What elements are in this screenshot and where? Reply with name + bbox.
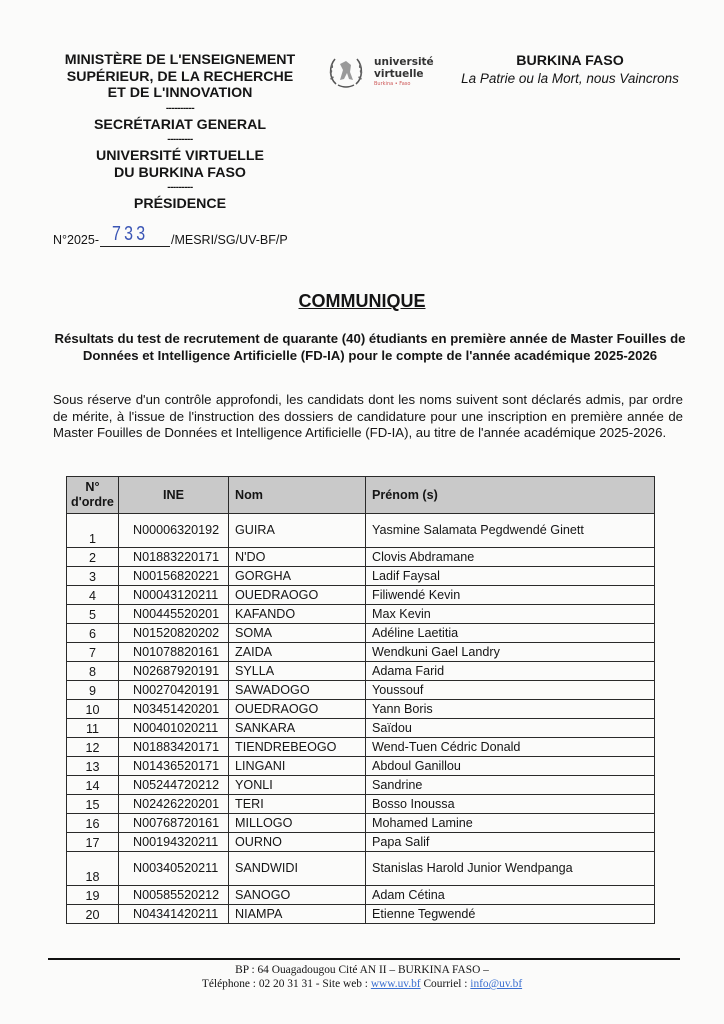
table-row — [67, 643, 655, 662]
prenom-cell: Adam Cétina — [366, 886, 655, 905]
ine-cell: N00401020211 — [119, 719, 229, 738]
reference-blank — [100, 223, 170, 247]
email-link[interactable]: info@uv.bf — [470, 978, 523, 990]
ine-cell: N05244720212 — [119, 776, 229, 795]
prenom-cell: Adéline Laetitia — [366, 624, 655, 643]
prenom-cell: Wendkuni Gael Landry — [366, 643, 655, 662]
table-body — [67, 514, 655, 924]
table-row — [67, 852, 655, 886]
order-number-cell: 3 — [67, 567, 119, 586]
table-row — [67, 548, 655, 567]
table-row — [67, 905, 655, 924]
prenom-cell: Mohamed Lamine — [366, 814, 655, 833]
laurel-horse-emblem-icon — [326, 52, 366, 92]
university-line: DU BURKINA FASO — [114, 164, 246, 181]
ine-cell: N00585520212 — [119, 886, 229, 905]
order-number-cell: 5 — [67, 605, 119, 624]
ine-cell: N01078820161 — [119, 643, 229, 662]
footer-email-label: Courriel : — [420, 978, 471, 990]
header-prenom: Prénom (s) — [366, 477, 655, 514]
nom-cell: GUIRA — [229, 514, 366, 548]
table-row — [67, 514, 655, 548]
nom-cell: TERI — [229, 795, 366, 814]
nom-cell: ZAIDA — [229, 643, 366, 662]
order-number-cell: 19 — [67, 886, 119, 905]
order-number-cell: 17 — [67, 833, 119, 852]
nom-cell: N'DO — [229, 548, 366, 567]
handwritten-number: 733 — [112, 223, 149, 245]
table-row — [67, 586, 655, 605]
order-number-cell: 1 — [67, 514, 119, 548]
order-number-cell: 14 — [67, 776, 119, 795]
ine-cell: N00006320192 — [119, 514, 229, 548]
prenom-cell: Sandrine — [366, 776, 655, 795]
ine-cell: N01883420171 — [119, 738, 229, 757]
order-number-cell: 8 — [67, 662, 119, 681]
prenom-cell: Abdoul Ganillou — [366, 757, 655, 776]
nom-cell: NIAMPA — [229, 905, 366, 924]
ministry-line: MINISTÈRE DE L'ENSEIGNEMENT — [64, 52, 296, 68]
nom-cell: SYLLA — [229, 662, 366, 681]
table-row — [67, 886, 655, 905]
header-order-line: d'ordre — [71, 495, 114, 509]
results-table — [66, 476, 655, 924]
order-number-cell: 2 — [67, 548, 119, 567]
secretariat: SECRÉTARIAT GENERAL — [93, 116, 267, 133]
order-number-cell: 10 — [67, 700, 119, 719]
prenom-cell: Filiwendé Kevin — [366, 586, 655, 605]
page-title: COMMUNIQUE — [298, 291, 426, 311]
ine-cell: N00043120211 — [119, 586, 229, 605]
separator: --------- — [167, 182, 193, 193]
ine-cell: N01883220171 — [119, 548, 229, 567]
ine-cell: N01436520171 — [119, 757, 229, 776]
table-row — [67, 567, 655, 586]
order-number-cell: 20 — [67, 905, 119, 924]
header-nom: Nom — [229, 477, 366, 514]
prenom-cell: Clovis Abdramane — [366, 548, 655, 567]
order-number-cell: 4 — [67, 586, 119, 605]
nom-cell: OURNO — [229, 833, 366, 852]
prenom-cell: Youssouf — [366, 681, 655, 700]
ministry-line: ET DE L'INNOVATION — [107, 85, 253, 101]
ministry-line: SUPÉRIEUR, DE LA RECHERCHE — [66, 68, 294, 85]
ine-cell: N02687920191 — [119, 662, 229, 681]
order-number-cell: 11 — [67, 719, 119, 738]
order-number-cell: 13 — [67, 757, 119, 776]
prenom-cell: Stanislas Harold Junior Wendpanga — [366, 852, 655, 886]
order-number-cell: 18 — [67, 852, 119, 886]
prenom-cell: Adama Farid — [366, 662, 655, 681]
order-number-cell: 6 — [67, 624, 119, 643]
ine-cell: N00270420191 — [119, 681, 229, 700]
table-row — [67, 719, 655, 738]
nom-cell: OUEDRAOGO — [229, 586, 366, 605]
intro-paragraph: Sous réserve d'un contrôle approfondi, les candidats dont les noms suivent sont déclarés admis, par ordre de mérite, à l'issue de l'instruction des dossiers de candidature pour une inscription en première année de Master Fouilles de Données et Intelligence Artificielle (FD-IA), au titre de l'année académique 2025-2026. — [53, 392, 683, 440]
logo-line: université — [374, 56, 434, 68]
prenom-cell: Wend-Tuen Cédric Donald — [366, 738, 655, 757]
subject-heading: Résultats du test de recrutement de quarante (40) étudiants en première année de Master Fouilles de Données et Intelligence Artificielle (FD-IA) pour le compte de l'année académique 2025-2026 — [54, 331, 686, 363]
nom-cell: SANKARA — [229, 719, 366, 738]
reference-prefix: N°2025- — [53, 233, 99, 247]
table-row — [67, 833, 655, 852]
ine-cell: N00445520201 — [119, 605, 229, 624]
logo-subline: Burkina • Faso — [374, 81, 411, 87]
table-row — [67, 681, 655, 700]
order-number-cell: 15 — [67, 795, 119, 814]
table-row — [67, 795, 655, 814]
nom-cell: SANOGO — [229, 886, 366, 905]
nom-cell: OUEDRAOGO — [229, 700, 366, 719]
ine-cell: N04341420211 — [119, 905, 229, 924]
website-link[interactable]: www.uv.bf — [370, 978, 421, 990]
ine-cell: N02426220201 — [119, 795, 229, 814]
table-header-row — [67, 477, 655, 514]
footer-address: BP : 64 Ouagadougou Cité AN II – BURKINA FASO – — [235, 964, 489, 976]
ine-cell: N03451420201 — [119, 700, 229, 719]
order-number-cell: 9 — [67, 681, 119, 700]
prenom-cell: Yasmine Salamata Pegdwendé Ginett — [366, 514, 655, 548]
university-name — [40, 148, 320, 181]
logo-text — [374, 56, 434, 88]
order-number-cell: 12 — [67, 738, 119, 757]
ine-cell: N01520820202 — [119, 624, 229, 643]
prenom-cell: Max Kevin — [366, 605, 655, 624]
order-number-cell: 7 — [67, 643, 119, 662]
prenom-cell: Bosso Inoussa — [366, 795, 655, 814]
footer — [0, 963, 724, 991]
university-line: UNIVERSITÉ VIRTUELLE — [96, 148, 264, 164]
table-row — [67, 662, 655, 681]
prenom-cell: Etienne Tegwendé — [366, 905, 655, 924]
country-header — [440, 53, 700, 87]
prenom-cell: Papa Salif — [366, 833, 655, 852]
nom-cell: YONLI — [229, 776, 366, 795]
reference-number — [53, 223, 288, 247]
ministry-name — [40, 52, 320, 102]
presidence: PRÉSIDENCE — [133, 196, 227, 212]
nom-cell: SAWADOGO — [229, 681, 366, 700]
footer-contact — [0, 977, 724, 991]
logo-line: virtuelle — [374, 68, 424, 80]
prenom-cell: Saïdou — [366, 719, 655, 738]
ine-cell: N00340520211 — [119, 852, 229, 886]
nom-cell: SOMA — [229, 624, 366, 643]
table-row — [67, 738, 655, 757]
nom-cell: SANDWIDI — [229, 852, 366, 886]
nom-cell: TIENDREBEOGO — [229, 738, 366, 757]
header-order-line: N° — [85, 480, 100, 494]
reference-suffix: /MESRI/SG/UV-BF/P — [171, 233, 288, 247]
table-row — [67, 776, 655, 795]
nom-cell: GORGHA — [229, 567, 366, 586]
table-row — [67, 814, 655, 833]
separator: --------- — [167, 134, 193, 145]
country-name: BURKINA FASO — [516, 53, 624, 69]
footer-divider — [48, 958, 680, 960]
nom-cell: LINGANI — [229, 757, 366, 776]
table-row — [67, 624, 655, 643]
university-logo — [326, 52, 434, 92]
ine-cell: N00156820221 — [119, 567, 229, 586]
ministry-header — [40, 52, 320, 213]
ine-cell: N00768720161 — [119, 814, 229, 833]
header-order-number — [67, 477, 119, 514]
table-row — [67, 757, 655, 776]
national-motto: La Patrie ou la Mort, nous Vaincrons — [461, 71, 679, 86]
footer-phone: Téléphone : 02 20 31 31 - Site web : — [201, 978, 371, 990]
table-row — [67, 605, 655, 624]
table-row — [67, 700, 655, 719]
separator: ---------- — [165, 102, 195, 114]
prenom-cell: Ladif Faysal — [366, 567, 655, 586]
prenom-cell: Yann Boris — [366, 700, 655, 719]
header-ine: INE — [119, 477, 229, 514]
order-number-cell: 16 — [67, 814, 119, 833]
nom-cell: MILLOGO — [229, 814, 366, 833]
ine-cell: N00194320211 — [119, 833, 229, 852]
nom-cell: KAFANDO — [229, 605, 366, 624]
